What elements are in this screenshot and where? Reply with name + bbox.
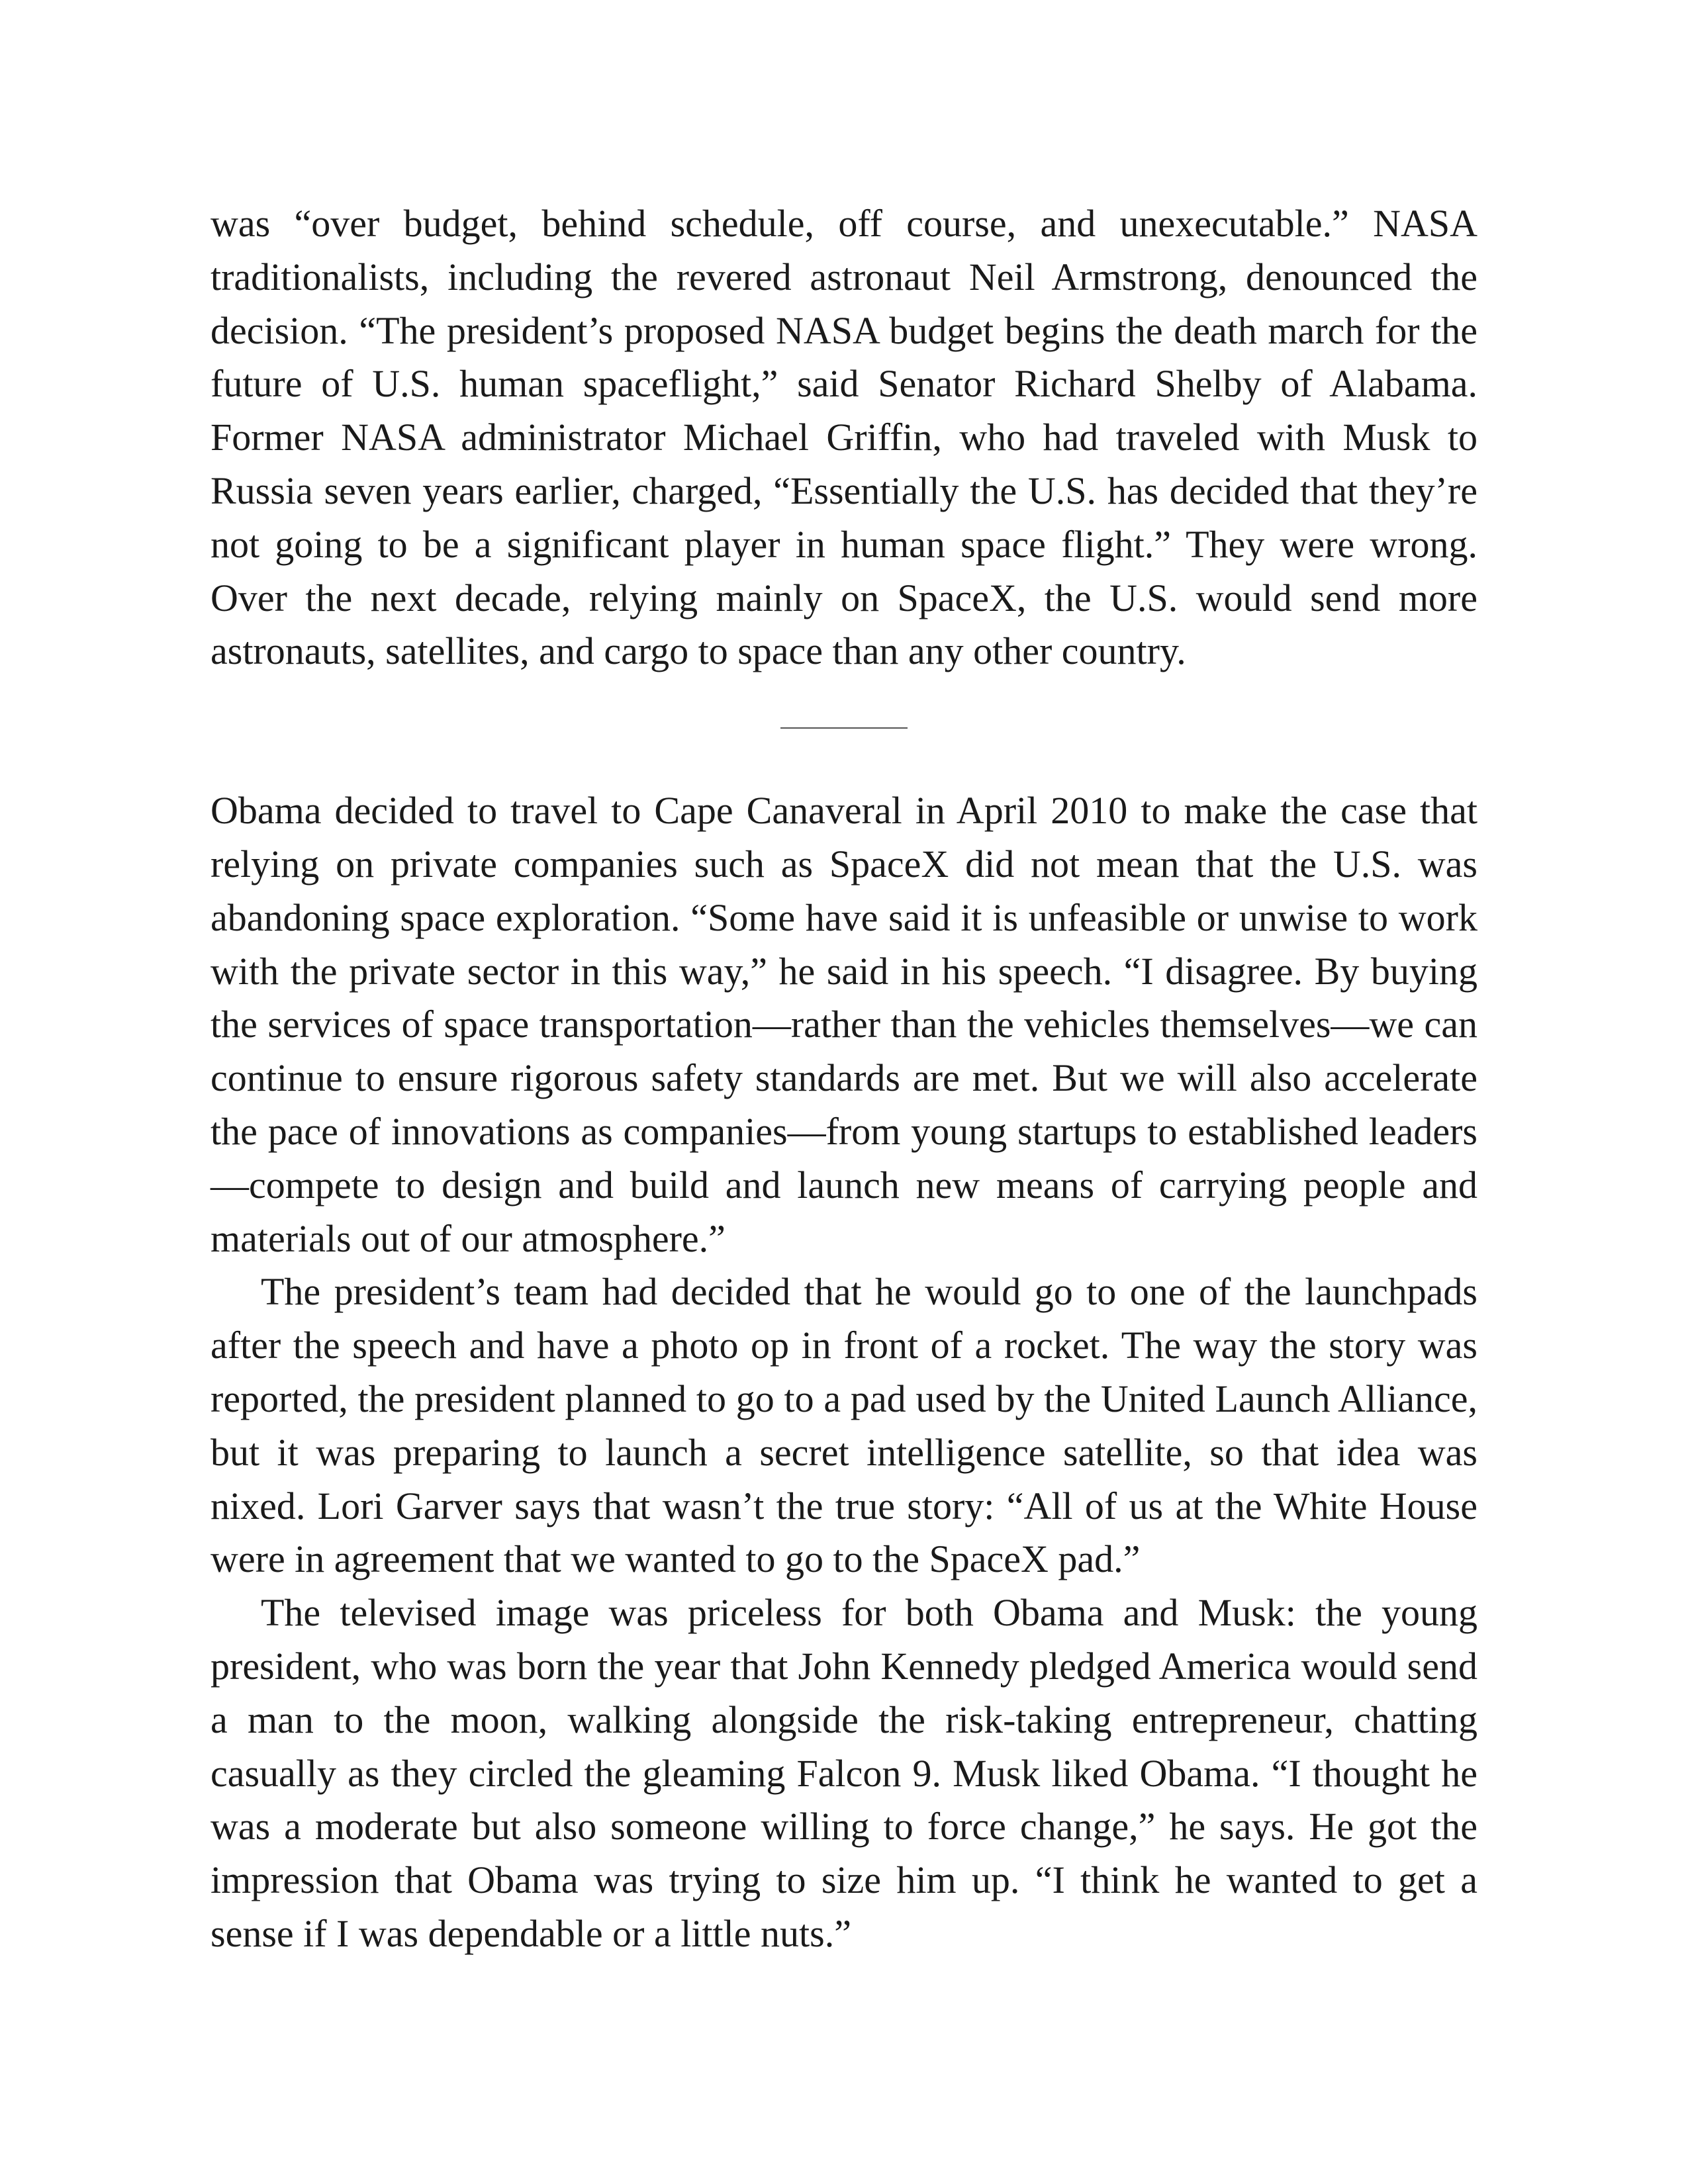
paragraph: The president’s team had decided that he would go to one of the launchpads after the speech and have a photo op in front of a rocket. The way the story was reported, the president planned to go to a pad used by the United Launch Alliance, but it was preparing to launch a secret intelligence satellite, so that idea was nixed. Lori Garver says that wasn’t the true story: “All of us at the White House were in agreement that we wanted to go to the SpaceX pad.” — [211, 1270, 1477, 1581]
paragraph: The televised image was priceless for both Obama and Musk: the young president, who was born the year that John Kennedy pledged America would send a man to the moon, walking alongside the risk-taking entrepreneur, chatting casually as they circled the gleaming Falcon 9. Musk liked Obama. “I thought he was a moderate but also someone willing to force change,” he says. He got the impression that Obama was trying to size him up. “I think he wanted to get a sense if I was dependable or a little nuts.” — [211, 1591, 1477, 1955]
paragraph: was “over budget, behind schedule, off course, and unexecutable.” NASA traditionalists, including the revered astronaut Neil Armstrong, denounced the decision. “The president’s proposed NASA budget begins the death march for the future of U.S. human spaceflight,” said Senator Richard Shelby of Alabama. Former NASA administrator Michael Griffin, who had traveled with Musk to Russia seven years earlier, charged, “Essentially the U.S. has decided that they’re not going to be a significant player in human space flight.” They were wrong. Over the next decade, relying mainly on SpaceX, the U.S. would send more astronauts, satellites, and cargo to space than any other country. — [211, 202, 1477, 673]
paragraph: Obama decided to travel to Cape Canaveral in April 2010 to make the case that relying on private companies such as SpaceX did not mean that the U.S. was abandoning space exploration. “Some have said it is unfeasible or unwise to work with the private sector in this way,” he said in his speech. “I disagree. By buying the services of space transportation—rather than the vehicles themselves—we can continue to ensure rigorous safety standards are met. But we will also accelerate the pace of innovations as companies—from young startups to established leaders—compete to design and build and launch new means of carrying people and materials out of our atmosphere.” — [211, 789, 1477, 1260]
section-break-rule — [780, 727, 908, 729]
body-text — [211, 197, 1477, 1961]
